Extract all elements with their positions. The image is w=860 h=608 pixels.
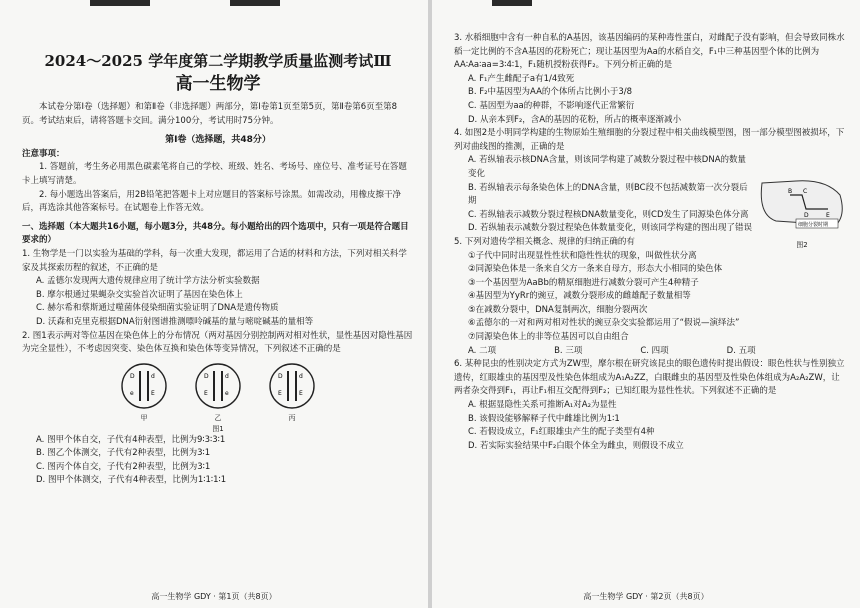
exam-page-2 — [432, 0, 860, 608]
question-5-choice-b: B. 三项 — [554, 345, 583, 356]
question-3-option-b: B. F₂中基因型为AA的个体所占比例小于3/8 — [468, 87, 633, 98]
cell-yi-icon — [193, 361, 243, 411]
cell-bing-icon — [267, 361, 317, 411]
figure-1 — [22, 361, 414, 423]
gene-label: e — [130, 389, 134, 397]
question-5-choices — [454, 345, 848, 359]
question-4-option-a: A. 若纵轴表示核DNA含量，则该同学构建了减数分裂过程中核DNA的数量变化 — [468, 155, 747, 179]
notice-item-2: 2. 每小题选出答案后，用2B铅笔把答题卡上对应题目的答案标号涂黑。如需改动，用橡皮擦干净后，再选涂其他答案标号。在试题卷上作答无效。 — [22, 189, 402, 214]
gene-label: d — [225, 372, 229, 380]
question-3-option-d: D. 从亲本到F₂，含A的基因的花粉，所占的概率逐渐减小 — [468, 114, 682, 125]
cell-diagram-jia — [114, 361, 174, 423]
question-6-option-c: C. 若假设成立，F₁红眼雄虫产生的配子类型有4种 — [468, 427, 655, 438]
scan-edge-mark — [230, 0, 280, 6]
part1-heading: 第Ⅰ卷（选择题，共48分） — [165, 135, 271, 146]
figure-2 — [756, 175, 848, 250]
question-4-stem: 4. 如图2是小明同学构建的生物原始生殖细胞的分裂过程中相关曲线模型图，图一部分模型图被损坏，下列对曲线图的推测，正确的是 — [454, 128, 845, 152]
figure-2-axis-label: 细胞分裂时期 — [798, 222, 829, 229]
curve-point-label: B — [788, 188, 793, 196]
exam-page-1 — [0, 0, 428, 608]
question-2-option-b: B. 图乙个体测交，子代有2种表型，比例为3∶1 — [36, 448, 211, 459]
gene-label: d — [151, 372, 155, 380]
question-5-choice-c: C. 四项 — [640, 345, 669, 356]
figure-2-curve-icon — [756, 175, 848, 237]
question-1-option-d: D. 沃森和克里克根据DNA衍射图谱推测嘌呤碱基的量与嘧啶碱基的量相等 — [36, 316, 314, 327]
curve-point-label: C — [803, 188, 808, 196]
cell-diagram-yi — [188, 361, 248, 423]
question-3-stem: 3. 水稻细胞中含有一种自私的A基因，该基因编码的某种毒性蛋白，对雌配子没有影响，但会导致同株水稻一定比例的不含A基因的花粉死亡；现让基因型为Aa的水稻自交，F₁中三种基因型个体的比例为AA∶Aa∶aa=3∶4∶1，F₁随机授粉获得F₂。下列分析正确的是 — [454, 33, 845, 71]
question-1-stem: 1. 生物学是一门以实验为基础的学科，每一次重大发现，都运用了合适的材料和方法，下列对相关科学家及其探索历程的叙述，不正确的是 — [22, 248, 407, 273]
question-2-option-c: C. 图丙个体自交，子代有2种表型，比例为3∶1 — [36, 461, 211, 472]
question-6-option-a: A. 根据显隐性关系可推断A₁对A₂为显性 — [468, 400, 617, 411]
exam-title: 2024～2025 学年度第二学期教学质量监测考试Ⅲ — [44, 52, 392, 70]
question-5-item: ②同源染色体是一条来自父方一条来自母方，形态大小相同的染色体 — [468, 264, 723, 275]
gene-label: D — [278, 372, 283, 380]
section-1-heading: 一、选择题（本大题共16小题，每小题3分，共48分。每小题给出的四个选项中，只有一项是符合题目要求的） — [22, 221, 409, 246]
question-6-option-b: B. 该假设能够解释子代中雌雄比例为1∶1 — [468, 413, 620, 424]
figure-1-label-yi: 乙 — [214, 413, 222, 422]
exam-intro: 本试卷分第Ⅰ卷（选择题）和第Ⅱ卷（非选择题）两部分，第Ⅰ卷第1页至第5页，第Ⅱ卷第6页至第8页。考试结束后，请将答题卡交回。满分100分，考试用时75分钟。 — [22, 102, 398, 126]
question-3-option-c: C. 基因型为aa的种群，不影响逐代正常繁衍 — [468, 100, 635, 111]
question-5-choice-a: A. 二项 — [468, 345, 497, 356]
cell-diagram-bing — [262, 361, 322, 423]
question-2-option-a: A. 图甲个体自交，子代有4种表型，比例为9∶3∶3∶1 — [36, 434, 226, 445]
question-1-option-c: C. 赫尔希和蔡斯通过噬菌体侵染细菌实验证明了DNA是遗传物质 — [36, 303, 279, 314]
question-5-item: ⑥孟德尔的一对和两对相对性状的豌豆杂交实验都运用了“假说—演绎法” — [468, 318, 740, 329]
question-5-choice-d: D. 五项 — [726, 345, 756, 356]
gene-label: D — [130, 372, 135, 380]
question-5-item: ④基因型为YyRr的豌豆，减数分裂形成的雌雄配子数量相等 — [468, 291, 691, 302]
curve-point-label: D — [804, 212, 809, 220]
notice-item-1: 1. 答题前，考生务必用黑色碳素笔将自己的学校、班级、姓名、考场号、座位号、准考证号在答题卡上填写清楚。 — [22, 162, 407, 186]
question-1-option-b: B. 摩尔根通过果蝇杂交实验首次证明了基因在染色体上 — [36, 289, 243, 300]
figure-1-label-jia: 甲 — [140, 413, 148, 422]
figure-1-label-bing: 丙 — [288, 413, 296, 422]
question-5-item: ⑤在减数分裂中，DNA复制两次，细胞分裂两次 — [468, 304, 648, 315]
gene-label: e — [225, 389, 229, 397]
figure-1-caption: 图1 — [212, 424, 224, 433]
question-4-option-c: C. 若纵轴表示减数分裂过程核DNA数量变化，则CD发生了同源染色体分离 — [468, 209, 749, 220]
question-5-item: ③一个基因型为AaBb的精原细胞进行减数分裂可产生4种精子 — [468, 277, 699, 288]
question-2-option-d: D. 图甲个体测交，子代有4种表型，比例为1∶1∶1∶1 — [36, 475, 227, 486]
notice-heading: 注意事项： — [22, 148, 65, 159]
gene-label: D — [204, 372, 209, 380]
gene-label: E — [151, 389, 155, 397]
gene-label: E — [299, 389, 303, 397]
question-6-option-d: D. 若实际实验结果中F₂白眼个体全为雌虫，则假设不成立 — [468, 440, 684, 451]
cell-jia-icon — [119, 361, 169, 411]
question-5-item: ①子代中同时出现显性性状和隐性性状的现象，叫做性状分离 — [468, 250, 697, 261]
gene-label: E — [204, 389, 208, 397]
exam-subject: 高一生物学 — [175, 74, 261, 94]
page-2-footer: 高一生物学 GDY · 第2页（共8页） — [583, 592, 709, 601]
question-2-stem: 2. 图1表示两对等位基因在染色体上的分布情况（两对基因分别控制两对相对性状，显性基因对隐性基因为完全显性），不考虑因突变、染色体互换和染色体等变异情况，下列叙述不正确的是 — [22, 330, 413, 355]
question-1-option-a: A. 孟德尔发现两大遗传规律应用了统计学方法分析实验数据 — [36, 276, 260, 287]
figure-2-caption: 图2 — [796, 241, 808, 250]
curve-point-label: E — [826, 212, 830, 220]
question-4-option-b: B. 若纵轴表示每条染色体上的DNA含量，则BC段不包括减数第一次分裂后期 — [468, 182, 748, 207]
scan-edge-mark — [90, 0, 150, 6]
question-6-stem: 6. 某种昆虫的性别决定方式为ZW型，摩尔根在研究该昆虫的眼色遗传时提出假设：眼色性状与性别独立遗传，红眼雄虫的基因型及性染色体组成为A₁A₂ZZ，白眼雌虫的基因型及性染色体组成为A₂A₂ZW，让两者杂交得到F₁，再让F₁相互交配得到F₂；已知红眼为显性性状。下列叙述不正确的是 — [454, 359, 845, 397]
gene-label: d — [299, 372, 303, 380]
gene-label: E — [278, 389, 282, 397]
question-4-option-d: D. 若纵轴表示减数分裂过程染色体数量变化，则该同学构建的图出现了错误 — [468, 223, 752, 234]
question-5-item: ⑦同源染色体上的非等位基因可以自由组合 — [468, 332, 629, 343]
question-5-stem: 5. 下列对遗传学相关概念、规律的归纳正确的有 — [454, 236, 635, 247]
page-1-footer: 高一生物学 GDY · 第1页（共8页） — [151, 592, 277, 601]
scan-edge-mark — [492, 0, 532, 6]
question-3-option-a: A. F₁产生雌配子a有1/4致死 — [468, 73, 575, 84]
